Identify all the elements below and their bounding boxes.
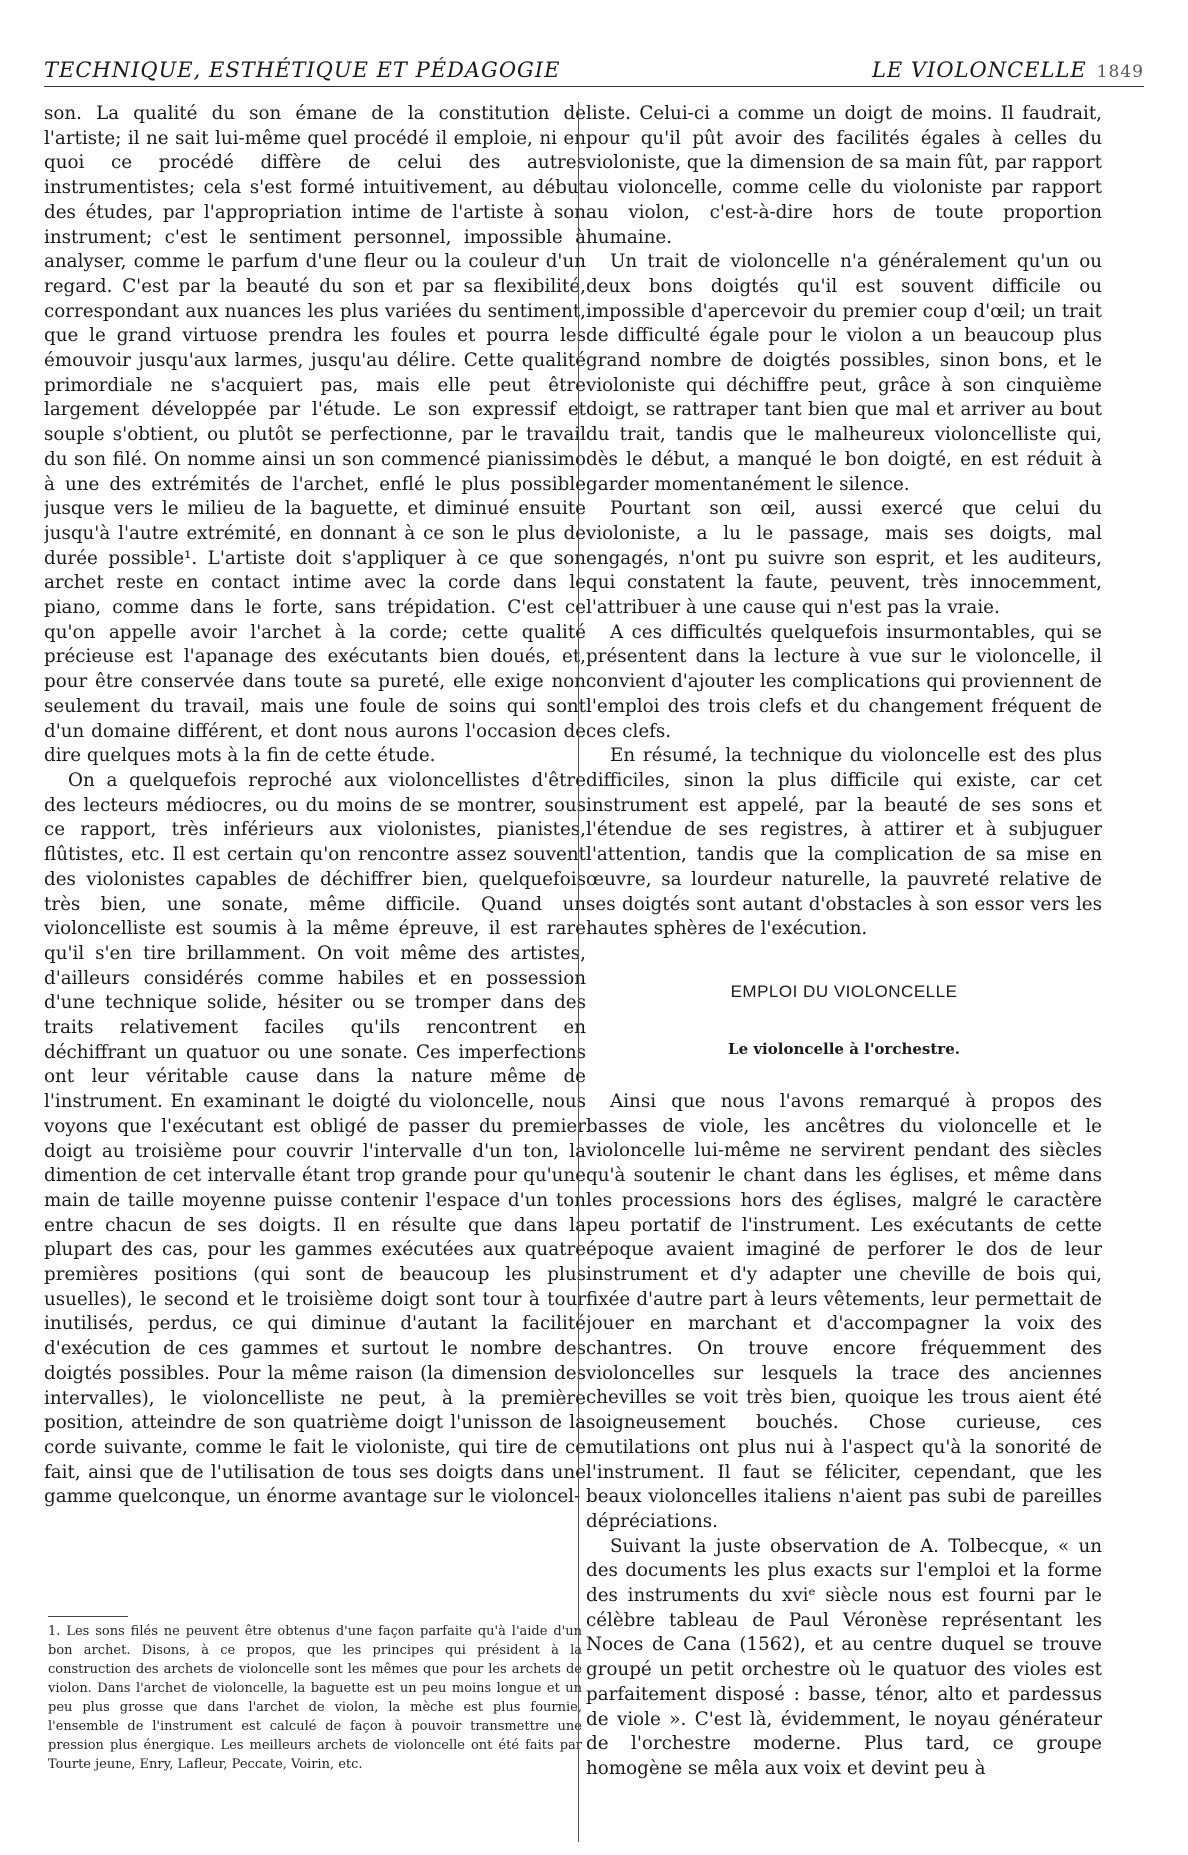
header-right-title: LE VIOLONCELLE: [871, 58, 1087, 82]
section-body: [586, 1090, 1102, 1842]
left-paragraph-1: son. La qualité du son émane de la constitution de l'artiste; il ne sait lui-même quel procédé il emploie, ni en quoi ce procédé diffère de celui des autres instrumentistes; cela s'est formé intuitivement, au début des études, par l'appropriation intime de l'artiste à son instrument; c'est le sentiment personnel, impossible à analyser, comme le parfum d'une fleur ou la couleur d'un regard. C'est par la beauté du son et par sa flexibilité, correspondant aux nuances les plus variées du sentiment, que le grand virtuose prendra les foules et pourra les émouvoir jusqu'aux larmes, jusqu'au délire. Cette qualité primordiale ne s'acquiert pas, mais elle peut être largement développée par l'étude. Le son expressif et souple s'obtient, ou plutôt se perfectionne, par le travail du son filé. On nomme ainsi un son commencé pianissimo à une des extrémités de l'archet, enflé le plus possible jusque vers le milieu de la baguette, et diminué ensuite jusqu'à l'autre extrémité, en donnant à ce son le plus de durée possible¹. L'artiste doit s'appliquer à ce que son archet reste en contact intime avec la corde dans le piano, comme dans le forte, sans trépidation. C'est ce qu'on appelle avoir l'archet à la corde; cette qualité précieuse est l'apanage des exécutants bien doués, et, pour être conservée dans toute sa pureté, elle exige non seulement du travail, mais une foule de soins qui sont d'un domaine différent, et dont nous aurons l'occasion de dire quelques mots à la fin de cette étude.: [44, 103, 586, 767]
left-paragraph-2: On a quelquefois reproché aux violoncellistes d'être des lecteurs médiocres, ou du moins de se montrer, sous ce rapport, très inférieurs aux violonistes, pianistes, flûtistes, etc. Il est certain qu'on rencontre assez souvent des violonistes capables de déchiffrer bien, quelquefois très bien, une sonate, même difficile. Quand un violoncelliste est soumis à la même épreuve, il est rare qu'il s'en tire brillamment. On voit même des artistes, d'ailleurs considérés comme habiles et en possession d'une technique solide, hésiter ou se tromper dans des traits relativement faciles qu'ils rencontrent en déchiffrant un quatuor ou une sonate. Ces imperfections ont leur véritable cause dans la nature même de l'instrument. En examinant le doigté du violoncelle, nous voyons que l'exécutant est obligé de passer du premier doigt au troisième pour couvrir l'intervalle d'un ton, la dimention de cet intervalle étant trop grande pour qu'une main de taille moyenne puisse contenir l'espace d'un ton entre chacun de ses doigts. Il en résulte que dans la plupart des cas, pour les gammes exécutées aux quatre premières positions (qui sont de beaucoup les plus usuelles), le second et le troisième doigt sont tour à tour inutilisés, perdus, ce qui diminue d'autant la facilité d'exécution de ces gammes et surtout le nombre des doigtés possibles. Pour la même raison (la dimension des intervalles), le violoncelliste ne peut, à la première position, atteindre de son quatrième doigt l'unisson de la corde suivante, comme le fait le violoniste, qui tire de ce fait, ainsi que de l'utilisation de tous ses doigts dans une gamme quelconque, un énorme avantage sur le violoncel-: [44, 769, 586, 1508]
right-paragraph-1: liste. Celui-ci a comme un doigt de moins. Il faudrait, pour qu'il pût avoir des facilités égales à celles du violoniste, que la dimension de sa main fût, par rapport au violoncelle, comme celle du violoniste par rapport au violon, c'est-à-dire hors de toute proportion humaine.: [586, 103, 1102, 248]
header-right: [872, 58, 1144, 82]
section-paragraph-1: Ainsi que nous l'avons remarqué à propos des basses de viole, les ancêtres du violoncelle et le violoncelle lui-même ne servirent pendant des siècles qu'à soutenir le chant dans les églises, et même dans les processions hors des églises, malgré le caractère peu portatif de l'instrument. Les exécutants de cette époque avaient imaginé de perforer le dos de leur instrument et d'y adapter une cheville de bois qui, fixée d'autre part à leurs vêtements, leur permettait de jouer en marchant et d'accompagner la voix des chantres. On trouve encore fréquemment des violoncelles sur lesquels la trace des anciennes chevilles se voit très bien, quoique les trous aient été soigneusement bouchés. Chose curieuse, ces mutilations ont plus nui à l'aspect qu'à la sonorité de l'instrument. Il faut se féliciter, cependant, que les beaux violoncelles italiens n'aient pas subi de pareilles dépréciations.: [586, 1091, 1102, 1532]
footnote-rule: [48, 1616, 128, 1617]
left-column: [44, 102, 586, 1612]
running-header: [44, 58, 1144, 88]
right-column: [586, 102, 1102, 962]
right-paragraph-4: A ces difficultés quelquefois insurmontables, qui se présentent dans la lecture à vue sur le violoncelle, il convient d'ajouter les complications qui proviennent de l'emploi des trois clefs et du changement fréquent de ces clefs.: [586, 621, 1102, 742]
section-paragraph-2: Suivant la juste observation de A. Tolbecque, « un des documents les plus exacts sur l'emploi et la forme des instruments du xviᵉ siècle nous est fourni par le célèbre tableau de Paul Véronèse représentant les Noces de Cana (1562), et au centre duquel se trouve groupé un petit orchestre où le quatuor des violes est parfaitement disposé : basse, ténor, alto et pardessus de viole ». C'est là, évidemment, le noyau générateur de l'orchestre moderne. Plus tard, ce groupe homogène se mêla aux voix et devint peu à: [586, 1535, 1102, 1779]
right-paragraph-3: Pourtant son œil, aussi exercé que celui du violoniste, a lu le passage, mais ses doigts, mal engagés, n'ont pu suivre son esprit, et les auditeurs, qui constatent la faute, peuvent, très innocemment, l'attribuer à une cause qui n'est pas la vraie.: [586, 498, 1102, 619]
right-paragraph-5: En résumé, la technique du violoncelle est des plus difficiles, sinon la plus difficile qui existe, car cet instrument est appelé, par la beauté de ses sons et l'étendue de ses registres, à attirer et à subjuguer l'attention, tandis que la complication de sa mise en œuvre, sa lourdeur naturelle, la pauvreté relative de ses doigtés sont autant d'obstacles à son essor vers les hautes sphères de l'exécution.: [586, 745, 1102, 940]
page-number: 1849: [1096, 62, 1144, 82]
header-rule: [44, 86, 1144, 87]
footnote: 1. Les sons filés ne peuvent être obtenus d'une façon parfaite qu'à l'aide d'un bon archet. Disons, à ce propos, que les principes qui président à la construction des archets de violoncelle sont les mêmes que pour les archets de violon. Dans l'archet de violoncelle, la baguette est un peu moins longue et un peu plus grosse que dans l'archet de violon, la mèche est plus fournie, l'ensemble de l'instrument est calculé de façon à pouvoir transmettre une pression plus énergique. Les meilleurs archets de violoncelle ont été faits par Tourte jeune, Enry, Lafleur, Peccate, Voirin, etc.: [48, 1624, 582, 1772]
section-subtitle: Le violoncelle à l'orchestre.: [728, 1040, 960, 1058]
column-divider: [578, 102, 579, 1842]
header-left-title: TECHNIQUE, ESTHÉTIQUE ET PÉDAGOGIE: [44, 58, 561, 82]
right-paragraph-2: Un trait de violoncelle n'a généralement qu'un ou deux bons doigtés qu'il est souvent difficile ou impossible d'apercevoir du premier coup d'œil; un trait de difficulté égale pour le violon a un beaucoup plus grand nombre de doigtés possibles, sinon bons, et le violoniste qui déchiffre peut, grâce à son cinquième doigt, se rattraper tant bien que mal et arriver au bout du trait, tandis que le malheureux violoncelliste qui, dès le début, a manqué le bon doigté, en est réduit à garder momentanément le silence.: [586, 251, 1102, 495]
section-title: EMPLOI DU VIOLONCELLE: [730, 982, 958, 1001]
